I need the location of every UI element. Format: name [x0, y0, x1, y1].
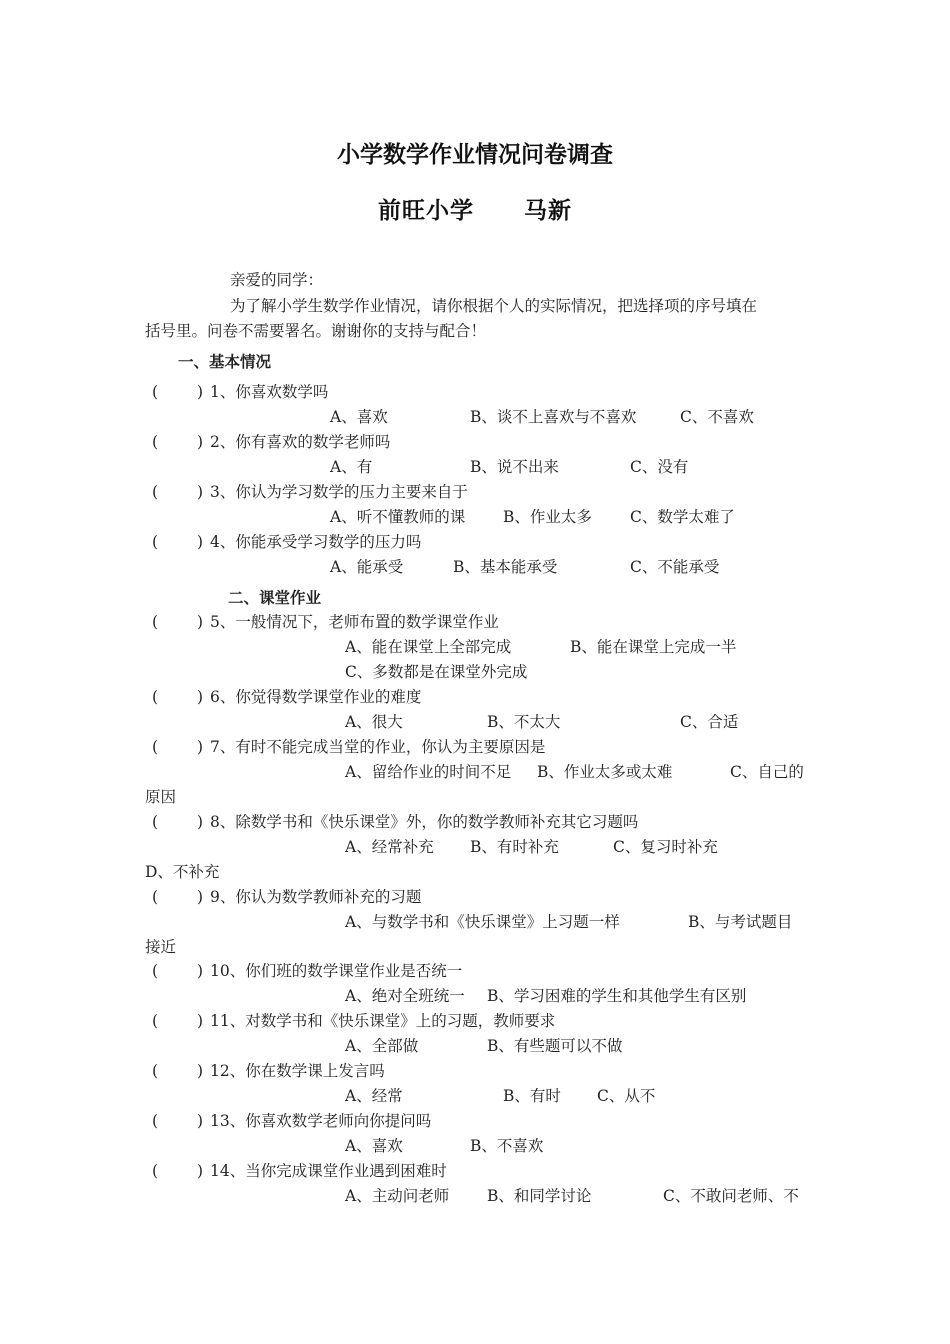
option-7a: A、留给作业的时间不足 [345, 763, 512, 781]
option-2a: A、有 [330, 458, 373, 476]
answer-paren-close: ) [197, 613, 204, 631]
question-10: 10、你们班的数学课堂作业是否统一 [210, 962, 463, 980]
option-8b: B、有时补充 [470, 838, 559, 856]
option-1a: A、喜欢 [330, 408, 388, 426]
option-12a: A、经常 [345, 1087, 403, 1105]
option-3b: B、作业太多 [503, 508, 592, 526]
answer-paren-open: ( [152, 738, 159, 756]
answer-paren-close: ) [197, 1112, 204, 1130]
option-13b: B、不喜欢 [470, 1137, 544, 1155]
option-6c: C、合适 [680, 713, 739, 731]
answer-paren-close: ) [197, 888, 204, 906]
option-9b: B、与考试题目 [688, 913, 793, 931]
option-4a: A、能承受 [330, 558, 404, 576]
intro-line-2: 括号里。问卷不需要署名。谢谢你的支持与配合！ [145, 322, 487, 340]
document-subtitle [0, 192, 950, 225]
option-3a: A、听不懂教师的课 [330, 508, 466, 526]
option-4c: C、不能承受 [630, 558, 720, 576]
question-5: 5、一般情况下，老师布置的数学课堂作业 [210, 613, 499, 631]
option-13a: A、喜欢 [345, 1137, 403, 1155]
intro-line-1: 为了解小学生数学作业情况，请你根据个人的实际情况，把选择项的序号填在 [230, 297, 758, 315]
option-8c: C、复习时补充 [613, 838, 718, 856]
greeting: 亲爱的同学： [230, 271, 324, 289]
option-5b: B、能在课堂上完成一半 [570, 638, 737, 656]
option-14b: B、和同学讨论 [487, 1187, 592, 1205]
question-6: 6、你觉得数学课堂作业的难度 [210, 688, 422, 706]
option-12b: B、有时 [503, 1087, 561, 1105]
option-6a: A、很大 [345, 713, 403, 731]
option-6b: B、不太大 [487, 713, 561, 731]
option-2b: B、说不出来 [470, 458, 559, 476]
answer-paren-close: ) [197, 813, 204, 831]
answer-paren-open: ( [152, 1062, 159, 1080]
answer-paren-open: ( [152, 383, 159, 401]
option-11b: B、有些题可以不做 [487, 1037, 623, 1055]
option-9a: A、与数学书和《快乐课堂》上习题一样 [345, 913, 620, 931]
option-7c-wrap: 原因 [145, 788, 177, 806]
answer-paren-close: ) [197, 433, 204, 451]
option-14c: C、不敢问老师、不 [663, 1187, 799, 1205]
answer-paren-close: ) [197, 1162, 204, 1180]
option-14a: A、主动问老师 [345, 1187, 450, 1205]
option-1b: B、谈不上喜欢与不喜欢 [470, 408, 637, 426]
option-5c: C、多数都是在课堂外完成 [345, 663, 528, 681]
option-7b: B、作业太多或太难 [537, 763, 673, 781]
option-12c: C、从不 [597, 1087, 656, 1105]
question-11: 11、对数学书和《快乐课堂》上的习题，教师要求 [210, 1012, 556, 1030]
question-12: 12、你在数学课上发言吗 [210, 1062, 385, 1080]
answer-paren-close: ) [197, 383, 204, 401]
option-5a: A、能在课堂上全部完成 [345, 638, 512, 656]
school-name: 前旺小学 [378, 198, 474, 224]
question-8: 8、除数学书和《快乐课堂》外，你的数学教师补充其它习题吗 [210, 813, 639, 831]
option-11a: A、全部做 [345, 1037, 419, 1055]
answer-paren-close: ) [197, 738, 204, 756]
answer-paren-close: ) [197, 1012, 204, 1030]
option-8a: A、经常补充 [345, 838, 434, 856]
answer-paren-close: ) [197, 688, 204, 706]
answer-paren-open: ( [152, 613, 159, 631]
question-4: 4、你能承受学习数学的压力吗 [210, 533, 422, 551]
answer-paren-open: ( [152, 1162, 159, 1180]
answer-paren-open: ( [152, 1012, 159, 1030]
question-2: 2、你有喜欢的数学老师吗 [210, 433, 391, 451]
section-basic-info: 一、基本情况 [178, 353, 272, 371]
section-classwork: 二、课堂作业 [228, 589, 322, 607]
answer-paren-open: ( [152, 1112, 159, 1130]
option-2c: C、没有 [630, 458, 689, 476]
option-10a: A、绝对全班统一 [345, 987, 465, 1005]
option-10b: B、学习困难的学生和其他学生有区别 [487, 987, 747, 1005]
answer-paren-close: ) [197, 483, 204, 501]
answer-paren-open: ( [152, 433, 159, 451]
option-1c: C、不喜欢 [680, 408, 754, 426]
option-4b: B、基本能承受 [453, 558, 558, 576]
document-title: 小学数学作业情况问卷调查 [337, 142, 613, 168]
answer-paren-close: ) [197, 962, 204, 980]
question-14: 14、当你完成课堂作业遇到困难时 [210, 1162, 447, 1180]
option-9b-wrap: 接近 [145, 938, 177, 956]
answer-paren-open: ( [152, 533, 159, 551]
answer-paren-open: ( [152, 483, 159, 501]
author-name: 马新 [524, 198, 572, 224]
answer-paren-close: ) [197, 533, 204, 551]
option-7c: C、自己的 [730, 763, 804, 781]
question-1: 1、你喜欢数学吗 [210, 383, 329, 401]
question-3: 3、你认为学习数学的压力主要来自于 [210, 483, 468, 501]
answer-paren-open: ( [152, 688, 159, 706]
answer-paren-open: ( [152, 962, 159, 980]
answer-paren-open: ( [152, 813, 159, 831]
option-3c: C、数学太难了 [630, 508, 735, 526]
question-13: 13、你喜欢数学老师向你提问吗 [210, 1112, 432, 1130]
question-9: 9、你认为数学教师补充的习题 [210, 888, 422, 906]
answer-paren-close: ) [197, 1062, 204, 1080]
option-8d: D、不补充 [145, 863, 220, 881]
answer-paren-open: ( [152, 888, 159, 906]
question-7: 7、有时不能完成当堂的作业，你认为主要原因是 [210, 738, 546, 756]
